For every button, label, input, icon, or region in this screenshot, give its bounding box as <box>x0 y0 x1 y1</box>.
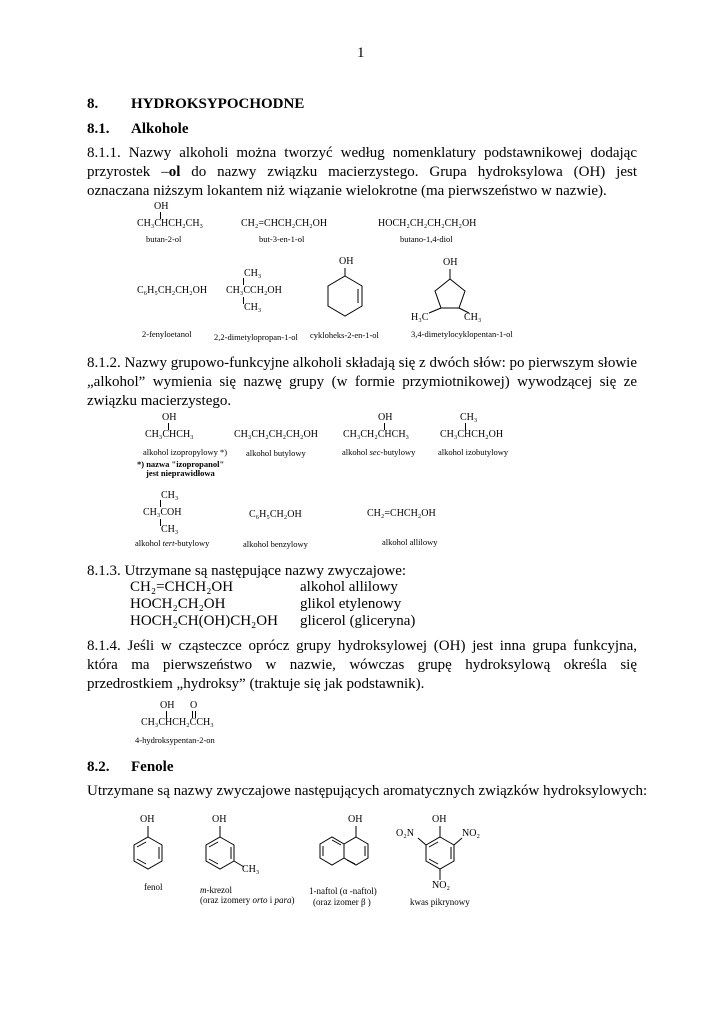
trivial-name: glikol etylenowy <box>300 596 402 612</box>
section-number: 8. <box>87 96 99 112</box>
paragraph-8-1-4: 8.1.4. Jeśli w cząsteczce oprócz grupy hydroksylowej (OH) jest inna grupa funkcyjna, która ma pierwszeństwo w nazwie, wówczas grupę hydroksylową określa się przedrostkiem „hydroksy” (traktuje się jak podstawnik). <box>87 638 637 692</box>
paragraph-8-1-3-intro: 8.1.3. Utrzymane są następujące nazwy zwyczajowe: <box>87 563 407 579</box>
trivial-formula: HOCH₂CH₂OH <box>130 596 226 612</box>
subsection-title: Alkohole <box>131 121 189 137</box>
benzene-ring-icon <box>206 826 244 869</box>
benzene-ring-icon <box>418 826 462 880</box>
subsection-number: 8.1. <box>87 121 110 137</box>
section-title: HYDROKSYPOCHODNE <box>131 96 305 112</box>
trivial-formula: HOCH₂CH(OH)CH₂OH <box>130 613 278 629</box>
trivial-name: glicerol (gliceryna) <box>300 613 416 629</box>
paragraph-8-2: Utrzymane są nazwy zwyczajowe następujących aromatycznych związków hydroksylowych: <box>87 783 648 799</box>
paragraph-8-1-2: 8.1.2. Nazwy grupowo-funkcyjne alkoholi składają się z dwóch słów: po pierwszym słowie „alkohol” wymienia się nazwę grupy (w formie przymiotnikowej) wywodzącej się ze związku macierzystego. <box>87 355 637 409</box>
trivial-name: alkohol allilowy <box>300 579 398 595</box>
benzene-ring-icon <box>134 826 162 869</box>
subsection-number: 8.2. <box>87 759 110 775</box>
naphthalene-ring-icon <box>320 826 368 865</box>
subsection-title: Fenole <box>131 759 174 775</box>
page-number: 1 <box>357 45 365 61</box>
trivial-formula: CH₂=CHCH₂OH <box>130 579 234 595</box>
paragraph-8-1-1: 8.1.1. Nazwy alkoholi można tworzyć według nomenklatury podstawnikowej dodając przyrostek –ol do nazwy związku macierzystego. Grupa hydroksylowa (OH) jest oznaczana niższym lokantem niż wiązanie wielokrotne (ma pierwszeństwo w nazwie). <box>87 145 637 199</box>
